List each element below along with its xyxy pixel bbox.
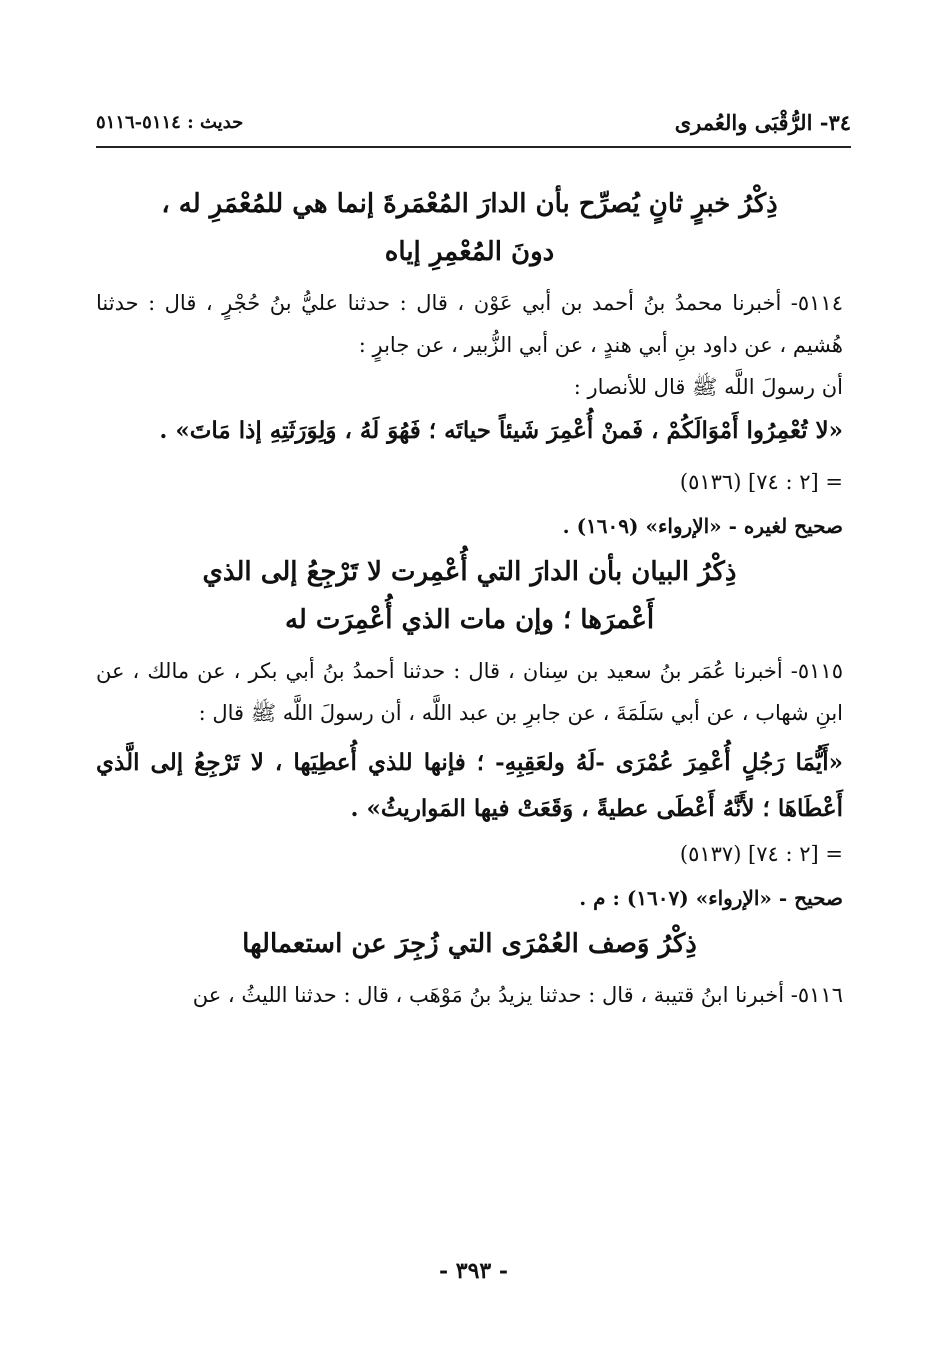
hadith-isnad: ٥١١٤- أخبرنا محمدُ بنُ أحمد بن أبي عَوْن ، قال : حدثنا عليُّ بنُ حُجْرٍ ، قال : حدثنا هُشيم ، عن داود بنِ أبي هندٍ ، عن أبي الزُّبير ، عن جابرٍ : (96, 291, 843, 357)
hadith-reference: = [٢ : ٧٤] (٥١٣٧) (679, 842, 843, 866)
chapter-title: ٣٤- الرُّقْبَى والعُمرى (674, 109, 851, 135)
page-number: - ٣٩٣ - (438, 1258, 509, 1284)
hadith-isnad: ٥١١٦- أخبرنا ابنُ قتيبة ، قال : حدثنا يزيدُ بنُ مَوْهَب ، قال : حدثنا الليثُ ، عن (192, 983, 843, 1007)
page-header (96, 104, 851, 140)
section-heading: ذِكْرُ البيان بأن الدارَ التي أُعْمِرت لا تَرْجِعُ إلى الذي (202, 557, 737, 587)
page-body (96, 180, 843, 1016)
hadith-reference: = [٢ : ٧٤] (٥١٣٦) (679, 470, 843, 494)
header-rule (96, 146, 851, 148)
hadith-grade: صحيح لغيره - «الإرواء» (١٦٠٩) . (562, 514, 843, 538)
hadith-matn: «أَيُّمَا رَجُلٍ أُعْمِرَ عُمْرَى -لَهُ ولعَقِبِهِ- ؛ فإنها للذي أُعطِيَها ، لا تَرْجِعُ إلى الَّذي أَعْطَاهَا ؛ لأَنَّهُ أَعْطَى عطيةً ، وَقَعَتْ فيها المَواريثُ» . (96, 749, 843, 822)
hadith-matn: «لا تُعْمِرُوا أَمْوَالَكُمْ ، فَمنْ أُعْمِرَ شَيئاً حياتَه ؛ فَهُوَ لَهُ ، وَلِوَرَثَتِهِ إذا مَاتَ» . (159, 417, 843, 444)
section-heading: ذِكْرُ وَصف العُمْرَى التي زُجِرَ عن استعمالها (242, 929, 697, 959)
section-heading-line2: دونَ المُعْمِرِ إياه (384, 237, 555, 267)
hadith-grade: صحيح - «الإرواء» (١٦٠٧) : م . (579, 886, 843, 910)
hadith-intro: أن رسولَ اللَّه ﷺ قال للأنصار : (573, 375, 843, 399)
section-heading-line2: أَعْمرَها ؛ وإن مات الذي أُعْمِرَت له (284, 605, 655, 635)
hadith-isnad: ٥١١٥- أخبرنا عُمَر بنُ سعيد بن سِنان ، قال : حدثنا أحمدُ بنُ أبي بكر ، عن مالك ، عن ابنِ شهاب ، عن أبي سَلَمَةَ ، عن جابرِ بن عبد اللَّه ، أن رسولَ اللَّه ﷺ قال : (96, 659, 843, 725)
section-heading: ذِكْرُ خبرٍ ثانٍ يُصرِّح بأن الدارَ المُعْمَرةَ إنما هي للمُعْمَرِ له ، (161, 189, 778, 219)
hadith-range: حديث : ٥١١٤-٥١١٦ (96, 111, 244, 133)
